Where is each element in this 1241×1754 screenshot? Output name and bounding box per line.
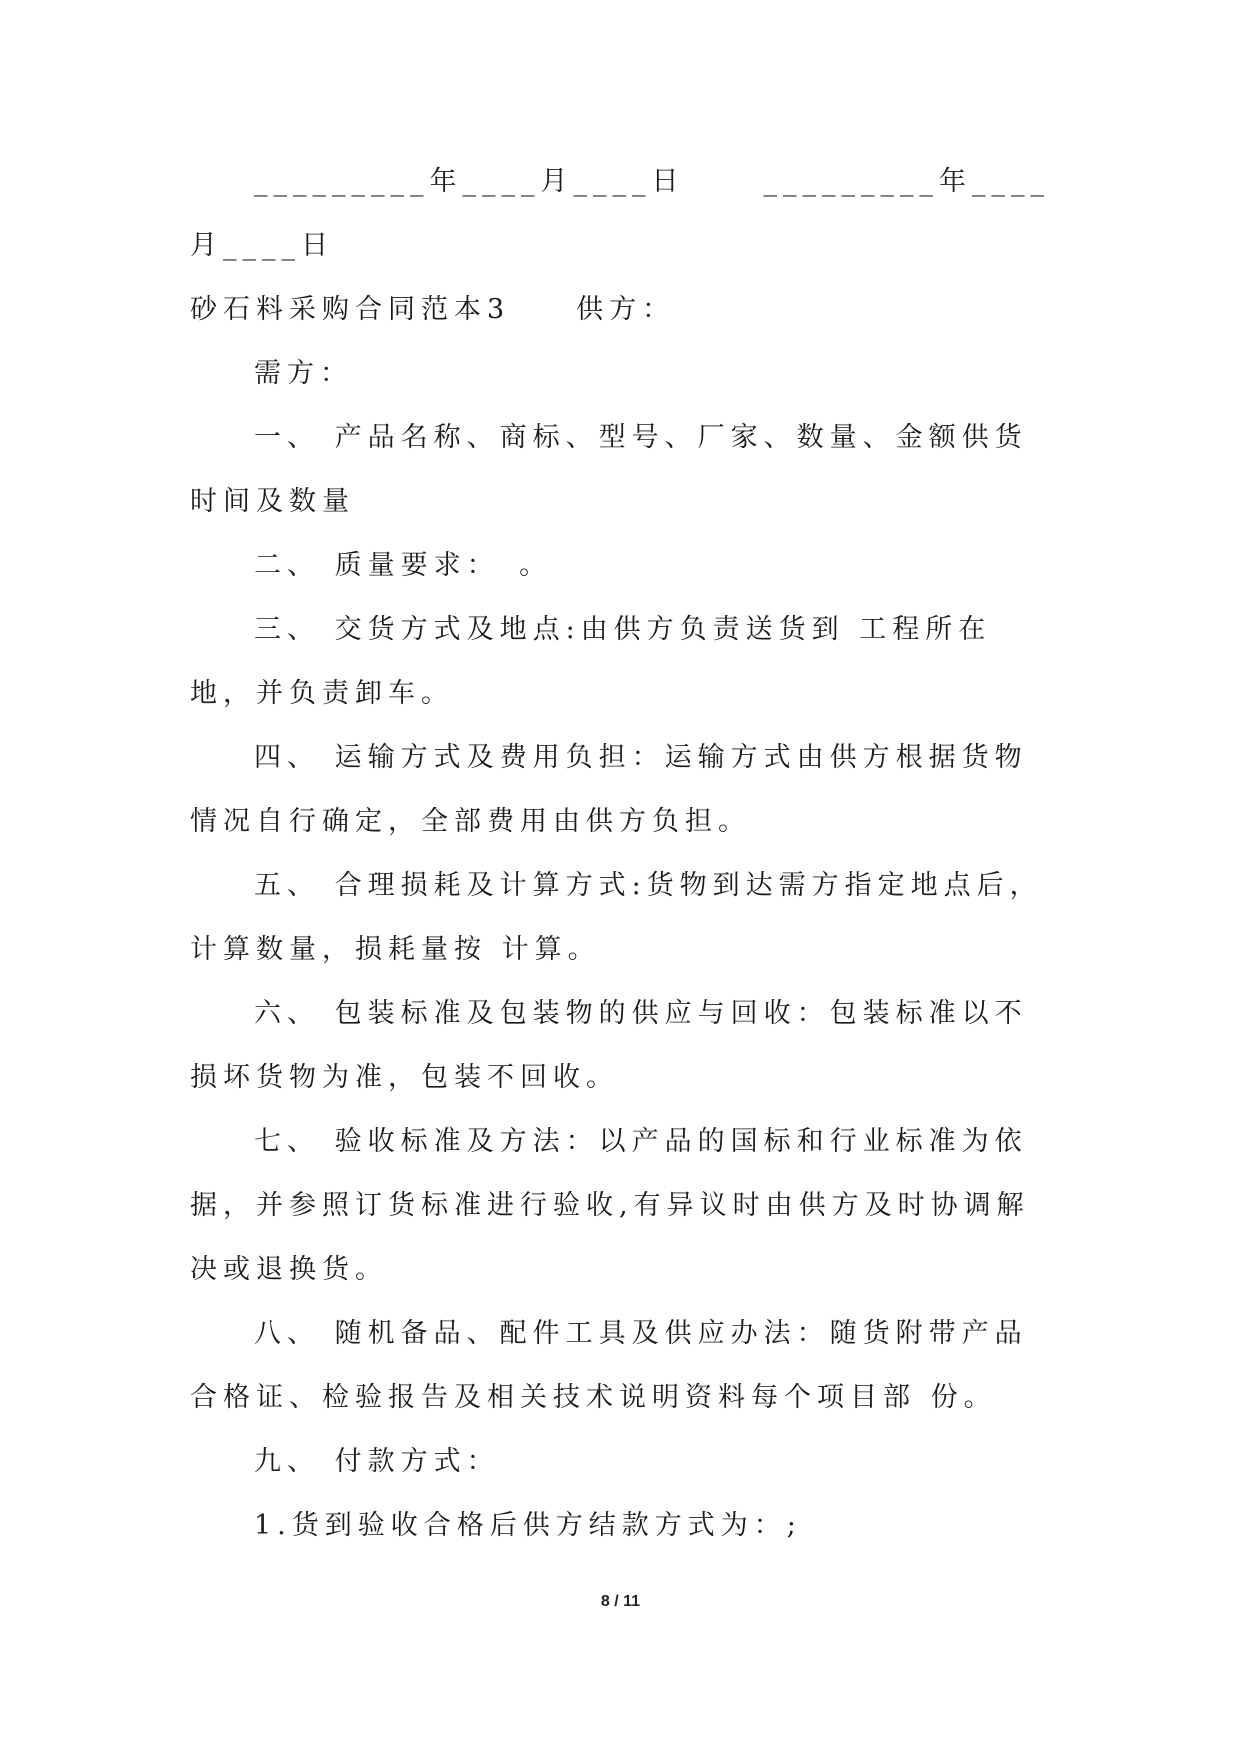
date-left: _________年____月____日	[254, 166, 685, 197]
clause-3: 三、 交货方式及地点:由供方负责送货到 工程所在地，并负责卸车。	[190, 614, 992, 709]
clause-7: 七、 验收标准及方法：以产品的国标和行业标准为依据，并参照订货标准进行验收,有异议时由供方及时协调解决或退换货。	[190, 1126, 1030, 1285]
clause-2: 二、 质量要求： 。	[254, 550, 553, 581]
clause-5: 五、 合理损耗及计算方式:货物到达需方指定地点后， 计算数量，损耗量按 计算。	[190, 870, 1043, 965]
buyer-line: 需方：	[254, 358, 353, 389]
document-body	[190, 150, 1050, 1558]
date-continuation: 月____日	[190, 230, 334, 261]
clause-8: 八、 随机备品、配件工具及供应办法：随货附带产品合格证、检验报告及相关技术说明资料每个项目部 份。	[190, 1318, 1028, 1413]
clause-9: 九、 付款方式：	[254, 1446, 500, 1477]
clause-4: 四、 运输方式及费用负担：运输方式由供方根据货物情况自行确定，全部费用由供方负担。	[190, 742, 1028, 837]
signature-date-line	[190, 150, 1050, 214]
contract-title-supplier: 砂石料采购合同范本3 供方：	[190, 294, 676, 325]
clause-6: 六、 包装标准及包装物的供应与回收：包装标准以不损坏货物为准，包装不回收。	[190, 998, 1028, 1093]
page-number: 8 / 11	[600, 1593, 641, 1610]
payment-item-1: 1.货到验收合格后供方结款方式为：;	[254, 1510, 802, 1541]
date-right: _________年____	[763, 166, 1050, 197]
clause-1: 一、 产品名称、商标、型号、厂家、数量、金额供货时间及数量	[190, 422, 1028, 517]
